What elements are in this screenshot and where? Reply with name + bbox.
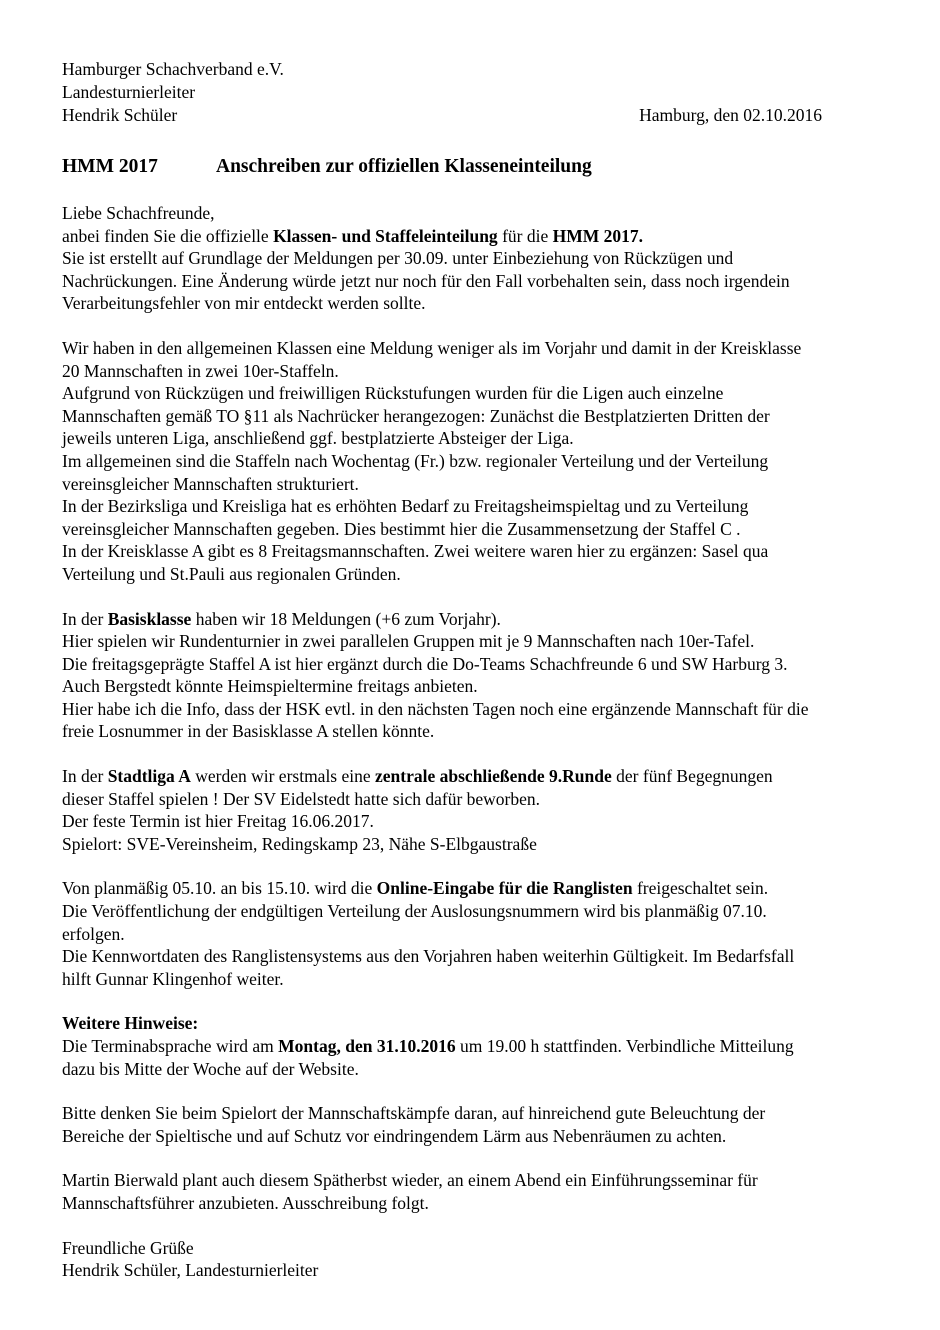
body-text: Wir haben in den allgemeinen Klassen eine Meldung weniger als im Vorjahr und damit in der Kreisklasse [62, 337, 802, 358]
paragraph-block-stadtliga-a [62, 765, 878, 855]
text-line [62, 450, 878, 473]
body-text: hilft Gunnar Klingenhof weiter. [62, 968, 284, 989]
paragraph-block-online-eingabe [62, 877, 878, 990]
body-text: jeweils unteren Liga, anschließend ggf. bestplatzierte Absteiger der Liga. [62, 428, 574, 449]
body-text: Auch Bergstedt könnte Heimspieltermine freitags anbieten. [62, 676, 478, 697]
body-text: Martin Bierwald plant auch diesem Spätherbst wieder, an einem Abend ein Einführungsseminar für [62, 1170, 758, 1191]
emphasis-text: HMM 2017. [552, 225, 644, 246]
paragraph-block-einfuehrungsseminar [62, 1169, 878, 1214]
body-text: haben wir 18 Meldungen (+6 zum Vorjahr). [191, 608, 501, 629]
body-text: dieser Staffel spielen ! Der SV Eidelstedt hatte sich dafür beworben. [62, 788, 541, 809]
text-line [62, 518, 878, 541]
body-text: Hendrik Schüler, Landesturnierleiter [62, 1260, 319, 1281]
text-line [62, 698, 878, 721]
body-text: Bitte denken Sie beim Spielort der Mannschaftskämpfe daran, auf hinreichend gute Beleuchtung der [62, 1103, 766, 1124]
body-text: 20 Mannschaften in zwei 10er-Staffeln. [62, 360, 339, 381]
body-text: Mannschaftsführer anzubieten. Ausschreibung folgt. [62, 1192, 429, 1213]
text-line [62, 765, 878, 788]
letterhead [62, 58, 878, 127]
sender-organization: Hamburger Schachverband e.V. [62, 59, 284, 79]
paragraph-block-salutation-intro [62, 202, 878, 315]
text-line [62, 225, 878, 248]
emphasis-text: Stadtliga A [107, 766, 191, 787]
body-text: In der [62, 608, 108, 629]
text-line [62, 382, 878, 405]
text-line [62, 337, 878, 360]
body-text: erfolgen. [62, 923, 125, 944]
text-line [62, 1102, 878, 1125]
body-text: vereinsgleicher Mannschaften strukturiert. [62, 473, 359, 494]
document-id: HMM 2017 [62, 156, 158, 177]
document-body [62, 58, 878, 1282]
body-text: der fünf Begegnungen [611, 766, 773, 787]
body-text: dazu bis Mitte der Woche auf der Website. [62, 1058, 359, 1079]
body-text: freie Losnummer in der Basisklasse A stellen könnte. [62, 721, 435, 742]
text-line [62, 810, 878, 833]
emphasis-text: Montag, den 31.10.2016 [278, 1036, 456, 1056]
sender-role: Landesturnierleiter [62, 82, 196, 102]
body-text: Die freitagsgeprägte Staffel A ist hier ergänzt durch die Do-Teams Schachfreunde 6 und SW Harburg 3. [62, 653, 788, 674]
body-text: Die Terminabsprache wird am [62, 1036, 279, 1056]
text-line [62, 608, 878, 631]
text-line [62, 1169, 878, 1192]
emphasis-text: zentrale abschließende 9.Runde [375, 766, 612, 787]
body-text: Freundliche Grüße [62, 1237, 194, 1258]
body-text: Die Kennwortdaten des Ranglistensystems aus den Vorjahren haben weiterhin Gültigkeit. Im Bedarfsfall [62, 946, 795, 967]
body-text: Der feste Termin ist hier Freitag 16.06.2017. [62, 811, 374, 832]
emphasis-text: Online-Eingabe für die Ranglisten [376, 878, 633, 899]
body-text: Sie ist erstellt auf Grundlage der Meldungen per 30.09. unter Einbeziehung von Rückzügen und [62, 248, 734, 269]
body-text: In der [62, 766, 108, 787]
text-line [62, 202, 878, 225]
paragraph-block-beleuchtung-hinweis [62, 1102, 878, 1147]
text-line [62, 653, 878, 676]
body-text: Aufgrund von Rückzügen und freiwilligen Rückstufungen wurden für die Ligen auch einzelne [62, 383, 724, 404]
text-line [62, 923, 878, 946]
text-line [62, 270, 878, 293]
text-line [62, 968, 878, 991]
text-line [62, 563, 878, 586]
body-text: Liebe Schachfreunde, [62, 203, 215, 223]
text-line [62, 900, 878, 923]
text-line [62, 788, 878, 811]
text-line [62, 1237, 878, 1260]
emphasis-text: Weitere Hinweise: [62, 1013, 199, 1034]
text-line [62, 473, 878, 496]
text-line [62, 292, 878, 315]
emphasis-text: Basisklasse [107, 608, 192, 629]
text-line [62, 945, 878, 968]
body-text: werden wir erstmals eine [190, 766, 376, 787]
text-line [62, 427, 878, 450]
letter-content [62, 202, 878, 1282]
body-text: freigeschaltet sein. [632, 878, 769, 899]
text-line [62, 630, 878, 653]
body-text: Hier spielen wir Rundenturnier in zwei parallelen Gruppen mit je 9 Mannschaften nach 10er-Tafel. [62, 631, 755, 652]
body-text: Bereiche der Spieltische und auf Schutz vor eindringendem Lärm aus Nebenräumen zu achten. [62, 1125, 727, 1146]
body-text: Mannschaften gemäß TO §11 als Nachrücker herangezogen: Zunächst die Bestplatzierten Dritten der [62, 405, 770, 426]
paragraph-block-allgemeine-klassen [62, 337, 878, 586]
body-text: In der Bezirksliga und Kreisliga hat es erhöhten Bedarf zu Freitagsheimspieltag und zu Verteilung [62, 496, 749, 517]
body-text: vereinsgleicher Mannschaften gegeben. Dies bestimmt hier die Zusammensetzung der Staffel C . [62, 518, 741, 539]
body-text: Nachrückungen. Eine Änderung würde jetzt nur noch für den Fall vorbehalten sein, dass noch irgendein [62, 270, 790, 291]
text-line [62, 675, 878, 698]
text-line [62, 1035, 878, 1058]
body-text: Hier habe ich die Info, dass der HSK evtl. in den nächsten Tagen noch eine ergänzende Mannschaft für die [62, 698, 809, 719]
text-line [62, 495, 878, 518]
body-text: Von planmäßig 05.10. an bis 15.10. wird die [62, 878, 377, 899]
text-line [62, 833, 878, 856]
text-line [62, 1012, 878, 1035]
place-and-date: Hamburg, den 02.10.2016 [639, 105, 822, 125]
body-text: Verteilung und St.Pauli aus regionalen Gründen. [62, 563, 401, 584]
body-text: um 19.00 h stattfinden. Verbindliche Mitteilung [455, 1036, 794, 1056]
body-text: anbei finden Sie die offizielle [62, 225, 274, 246]
paragraph-block-weitere-hinweise [62, 1012, 878, 1080]
text-line [62, 405, 878, 428]
text-line [62, 1192, 878, 1215]
text-line [62, 1259, 878, 1282]
text-line [62, 360, 878, 383]
page-title: Anschreiben zur offiziellen Klasseneinteilung [216, 156, 592, 177]
body-text: Verarbeitungsfehler von mir entdeckt werden sollte. [62, 293, 426, 314]
emphasis-text: Klassen- und Staffeleinteilung [273, 225, 498, 246]
body-text: für die [497, 225, 553, 246]
text-line [62, 247, 878, 270]
text-line [62, 540, 878, 563]
text-line [62, 1058, 878, 1081]
paragraph-block-closing [62, 1237, 878, 1282]
text-line [62, 1125, 878, 1148]
body-text: Spielort: SVE-Vereinsheim, Redingskamp 23, Nähe S-Elbgaustraße [62, 833, 537, 854]
sender-name-and-date-row [62, 104, 878, 127]
sender-name: Hendrik Schüler [62, 105, 178, 125]
paragraph-block-basisklasse [62, 608, 878, 744]
body-text: In der Kreisklasse A gibt es 8 Freitagsmannschaften. Zwei weitere waren hier zu ergänzen: Sasel qua [62, 541, 769, 562]
body-text: Die Veröffentlichung der endgültigen Verteilung der Auslosungsnummern wird bis planmäßig 07.10. [62, 901, 767, 922]
document-title-row [62, 154, 878, 180]
text-line [62, 877, 878, 900]
text-line [62, 720, 878, 743]
body-text: Im allgemeinen sind die Staffeln nach Wochentag (Fr.) bzw. regionaler Verteilung und der Verteilung [62, 450, 769, 471]
